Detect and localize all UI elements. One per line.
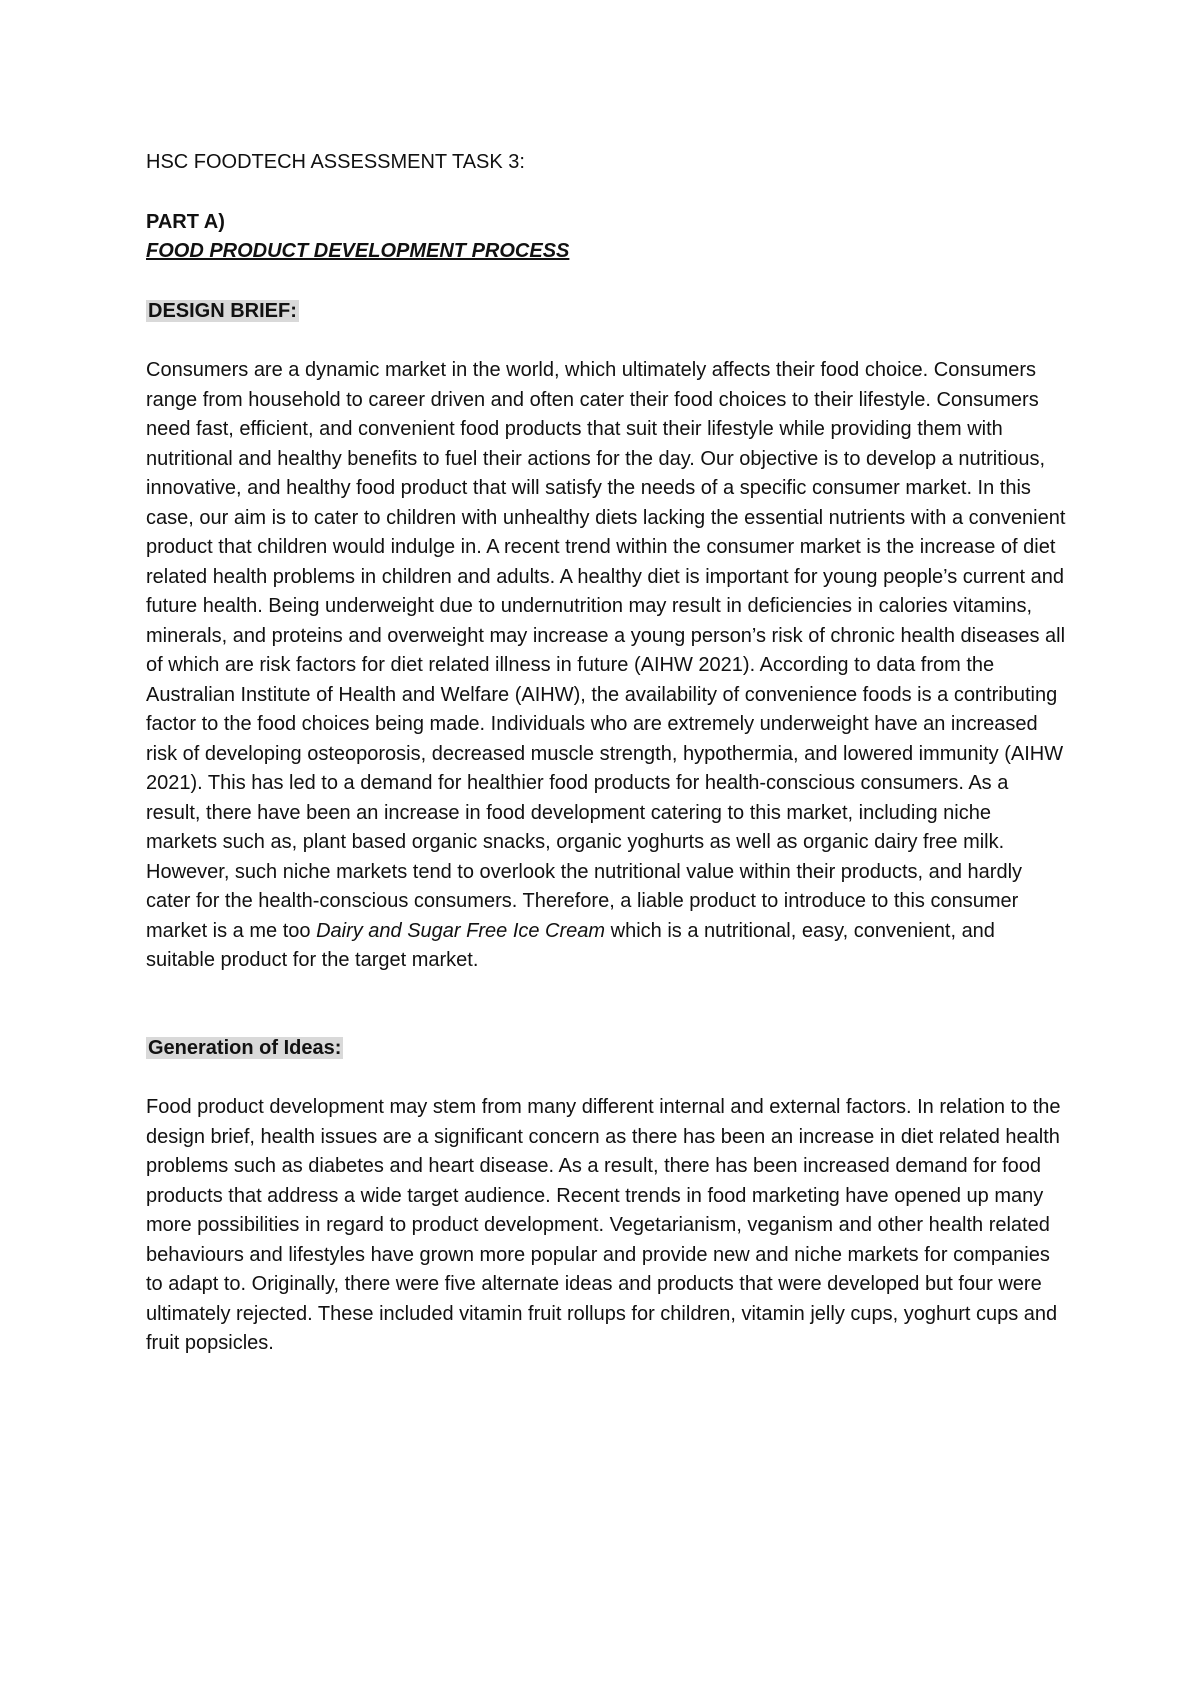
design-brief-text-end: which is a nutritional, easy, convenient, and suitable product for the target market.: [146, 919, 995, 971]
part-subtitle: FOOD PRODUCT DEVELOPMENT PROCESS: [146, 240, 570, 262]
document-body: [146, 148, 1066, 1359]
design-brief-heading: [146, 297, 1066, 327]
design-brief-heading-text: DESIGN BRIEF:: [148, 299, 297, 322]
design-brief-text: Consumers are a dynamic market in the world, which ultimately affects their food choice. Consumers range from household to career driven and often cater their food choices to their lifestyle. Consumers need fast, efficient, and convenient food products that suit their lifestyle while providing them with nutritional and healthy benefits to fuel their actions for the day. Our objective is to develop a nutritious, innovative, and healthy food product that will satisfy the needs of a specific consumer market. In this case, our aim is to cater to children with unhealthy diets lacking the essential nutrients with a convenient product that children would indulge in. A recent trend within the consumer market is the increase of diet related health problems in children and adults. A healthy diet is important for young people’s current and future health. Being underweight due to undernutrition may result in deficiencies in calories vitamins, minerals, and proteins and overweight may increase a young person’s risk of chronic health diseases all of which are risk factors for diet related illness in future (AIHW 2021). According to data from the Australian Institute of Health and Welfare (AIHW), the availability of convenience foods is a contributing factor to the food choices being made. Individuals who are extremely underweight have an increased risk of developing osteoporosis, decreased muscle strength, hypothermia, and lowered immunity (AIHW 2021). This has led to a demand for healthier food products for health-conscious consumers. As a result, there have been an increase in food development catering to this market, including niche markets such as, plant based organic snacks, organic yoghurts as well as organic dairy free milk. However, such niche markets tend to overlook the nutritional value within their products, and hardly cater for the health-conscious consumers. Therefore, a liable product to introduce to this consumer market is a me too: [146, 359, 1066, 942]
generation-of-ideas-heading: [146, 1034, 1066, 1064]
generation-of-ideas-paragraph: Food product development may stem from many different internal and external factors. In relation to the design brief, health issues are a significant concern as there has been an increase in diet related health problems such as diabetes and heart disease. As a result, there has been increased demand for food products that address a wide target audience. Recent trends in food marketing have opened up many more possibilities in regard to product development. Vegetarianism, veganism and other health related behaviours and lifestyles have grown more popular and provide new and niche markets for companies to adapt to. Originally, there were five alternate ideas and products that were developed but four were ultimately rejected. These included vitamin fruit rollups for children, vitamin jelly cups, yoghurt cups and fruit popsicles.: [146, 1096, 1061, 1354]
document-title: HSC FOODTECH ASSESSMENT TASK 3:: [146, 151, 525, 173]
design-brief-paragraph: [146, 356, 1066, 976]
part-label: PART A): [146, 210, 225, 233]
product-name: Dairy and Sugar Free Ice Cream: [316, 919, 606, 942]
generation-of-ideas-heading-text: Generation of Ideas:: [148, 1036, 342, 1059]
